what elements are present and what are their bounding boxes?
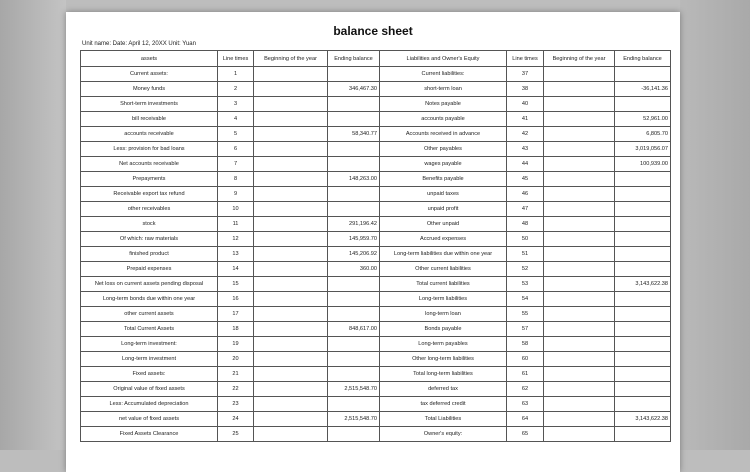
liability-end-cell: 3,143,622.38 [615, 412, 671, 427]
liability-line-cell: 58 [507, 337, 544, 352]
table-row [81, 232, 671, 247]
table-row [81, 187, 671, 202]
asset-name-cell: accounts receivable [81, 127, 218, 142]
asset-name-cell: Current assets: [81, 67, 218, 82]
liability-line-cell: 65 [507, 427, 544, 442]
liability-name-cell: unpaid taxes [380, 187, 507, 202]
table-row [81, 247, 671, 262]
table-row [81, 142, 671, 157]
liability-begin-cell [544, 232, 615, 247]
table-row [81, 82, 671, 97]
asset-name-cell: Money funds [81, 82, 218, 97]
liability-line-cell: 63 [507, 397, 544, 412]
asset-name-cell: Original value of fixed assets [81, 382, 218, 397]
document-page [66, 12, 680, 472]
liability-line-cell: 53 [507, 277, 544, 292]
asset-line-cell: 8 [218, 172, 254, 187]
asset-name-cell: Less: Accumulated depreciation [81, 397, 218, 412]
liability-name-cell: Current liabilities: [380, 67, 507, 82]
liability-begin-cell [544, 127, 615, 142]
liability-begin-cell [544, 367, 615, 382]
header-ending-balance-2: Ending balance [615, 51, 671, 67]
asset-name-cell: Net accounts receivable [81, 157, 218, 172]
liability-name-cell: long-term loan [380, 307, 507, 322]
liability-line-cell: 46 [507, 187, 544, 202]
liability-begin-cell [544, 352, 615, 367]
liability-end-cell [615, 187, 671, 202]
table-body [81, 67, 671, 442]
liability-end-cell: 6,805.70 [615, 127, 671, 142]
liability-begin-cell [544, 262, 615, 277]
asset-line-cell: 18 [218, 322, 254, 337]
liability-name-cell: Total long-term liabilities [380, 367, 507, 382]
liability-name-cell: Notes payable [380, 97, 507, 112]
liability-line-cell: 60 [507, 352, 544, 367]
liability-end-cell [615, 427, 671, 442]
liability-end-cell [615, 217, 671, 232]
liability-line-cell: 54 [507, 292, 544, 307]
asset-end-cell [328, 67, 380, 82]
liability-begin-cell [544, 427, 615, 442]
liability-begin-cell [544, 187, 615, 202]
table-row [81, 322, 671, 337]
asset-end-cell: 2,515,548.70 [328, 412, 380, 427]
liability-name-cell: Total Liabilities [380, 412, 507, 427]
liability-begin-cell [544, 172, 615, 187]
table-row [81, 352, 671, 367]
table-header-row [81, 51, 671, 67]
liability-end-cell [615, 202, 671, 217]
asset-line-cell: 6 [218, 142, 254, 157]
asset-end-cell: 360.00 [328, 262, 380, 277]
asset-line-cell: 2 [218, 82, 254, 97]
header-beginning-of-year-2: Beginning of the year [544, 51, 615, 67]
asset-line-cell: 17 [218, 307, 254, 322]
asset-name-cell: Total Current Assets [81, 322, 218, 337]
asset-end-cell: 58,340.77 [328, 127, 380, 142]
liability-begin-cell [544, 322, 615, 337]
liability-line-cell: 44 [507, 157, 544, 172]
liability-name-cell: Long-term liabilities [380, 292, 507, 307]
liability-name-cell: Other current liabilities [380, 262, 507, 277]
asset-begin-cell [254, 427, 328, 442]
liability-end-cell: 52,961.00 [615, 112, 671, 127]
liability-end-cell [615, 397, 671, 412]
liability-line-cell: 37 [507, 67, 544, 82]
liability-end-cell [615, 247, 671, 262]
background-left [0, 0, 66, 450]
liability-begin-cell [544, 142, 615, 157]
liability-begin-cell [544, 307, 615, 322]
header-beginning-of-year: Beginning of the year [254, 51, 328, 67]
header-ending-balance: Ending balance [328, 51, 380, 67]
header-assets: assets [81, 51, 218, 67]
asset-begin-cell [254, 142, 328, 157]
asset-begin-cell [254, 127, 328, 142]
table-row [81, 337, 671, 352]
liability-end-cell [615, 232, 671, 247]
liability-end-cell: 3,143,622.38 [615, 277, 671, 292]
asset-line-cell: 16 [218, 292, 254, 307]
table-row [81, 217, 671, 232]
liability-begin-cell [544, 112, 615, 127]
liability-name-cell: Other payables [380, 142, 507, 157]
liability-line-cell: 41 [507, 112, 544, 127]
table-row [81, 397, 671, 412]
liability-end-cell [615, 262, 671, 277]
asset-end-cell [328, 157, 380, 172]
table-row [81, 202, 671, 217]
asset-end-cell [328, 427, 380, 442]
liability-name-cell: short-term loan [380, 82, 507, 97]
asset-line-cell: 10 [218, 202, 254, 217]
asset-end-cell [328, 337, 380, 352]
liability-line-cell: 52 [507, 262, 544, 277]
asset-name-cell: Receivable export tax refund [81, 187, 218, 202]
asset-end-cell: 148,263.00 [328, 172, 380, 187]
liability-line-cell: 40 [507, 97, 544, 112]
table-row [81, 277, 671, 292]
asset-end-cell [328, 277, 380, 292]
asset-line-cell: 3 [218, 97, 254, 112]
asset-name-cell: other receivables [81, 202, 218, 217]
table-row [81, 67, 671, 82]
liability-name-cell: Other unpaid [380, 217, 507, 232]
liability-line-cell: 48 [507, 217, 544, 232]
asset-line-cell: 12 [218, 232, 254, 247]
asset-name-cell: Fixed Assets Clearance [81, 427, 218, 442]
table-row [81, 307, 671, 322]
header-liabilities-equity: Liabilities and Owner's Equity [380, 51, 507, 67]
asset-begin-cell [254, 352, 328, 367]
liability-name-cell: tax deferred credit [380, 397, 507, 412]
asset-end-cell [328, 292, 380, 307]
asset-begin-cell [254, 217, 328, 232]
table-row [81, 172, 671, 187]
liability-name-cell: accounts payable [380, 112, 507, 127]
liability-name-cell: Accounts received in advance [380, 127, 507, 142]
asset-name-cell: Prepaid expenses [81, 262, 218, 277]
asset-begin-cell [254, 322, 328, 337]
asset-line-cell: 13 [218, 247, 254, 262]
liability-line-cell: 42 [507, 127, 544, 142]
asset-line-cell: 14 [218, 262, 254, 277]
asset-line-cell: 21 [218, 367, 254, 382]
liability-line-cell: 45 [507, 172, 544, 187]
unit-info-line: Unit name: Date: April 12, 20XX Unit: Yuan [82, 41, 196, 47]
table-row [81, 112, 671, 127]
asset-name-cell: Long-term investment [81, 352, 218, 367]
asset-end-cell: 2,515,548.70 [328, 382, 380, 397]
liability-end-cell [615, 67, 671, 82]
liability-end-cell [615, 172, 671, 187]
asset-end-cell [328, 187, 380, 202]
liability-begin-cell [544, 67, 615, 82]
header-line-times: Line times [218, 51, 254, 67]
liability-begin-cell [544, 397, 615, 412]
asset-end-cell: 145,206.92 [328, 247, 380, 262]
liability-name-cell: Owner's equity: [380, 427, 507, 442]
asset-line-cell: 22 [218, 382, 254, 397]
table-row [81, 292, 671, 307]
asset-name-cell: finished product [81, 247, 218, 262]
asset-begin-cell [254, 412, 328, 427]
asset-end-cell [328, 97, 380, 112]
asset-begin-cell [254, 67, 328, 82]
liability-name-cell: unpaid profit [380, 202, 507, 217]
liability-end-cell [615, 382, 671, 397]
liability-end-cell: -36,141.36 [615, 82, 671, 97]
liability-begin-cell [544, 292, 615, 307]
asset-name-cell: Of which: raw materials [81, 232, 218, 247]
asset-line-cell: 5 [218, 127, 254, 142]
background-right [680, 0, 750, 450]
asset-begin-cell [254, 337, 328, 352]
asset-begin-cell [254, 397, 328, 412]
table-row [81, 412, 671, 427]
asset-name-cell: Fixed assets: [81, 367, 218, 382]
liability-end-cell [615, 337, 671, 352]
asset-line-cell: 15 [218, 277, 254, 292]
asset-begin-cell [254, 382, 328, 397]
table-row [81, 127, 671, 142]
asset-begin-cell [254, 262, 328, 277]
asset-begin-cell [254, 172, 328, 187]
liability-name-cell: Benefits payable [380, 172, 507, 187]
asset-end-cell [328, 142, 380, 157]
asset-begin-cell [254, 202, 328, 217]
table-row [81, 157, 671, 172]
asset-name-cell: bill receivable [81, 112, 218, 127]
asset-name-cell: Net loss on current assets pending disposal [81, 277, 218, 292]
asset-begin-cell [254, 292, 328, 307]
liability-name-cell: Bonds payable [380, 322, 507, 337]
liability-line-cell: 38 [507, 82, 544, 97]
liability-name-cell: wages payable [380, 157, 507, 172]
liability-end-cell [615, 307, 671, 322]
liability-line-cell: 64 [507, 412, 544, 427]
liability-end-cell [615, 322, 671, 337]
liability-name-cell: Accrued expenses [380, 232, 507, 247]
liability-begin-cell [544, 217, 615, 232]
liability-name-cell: Long-term liabilities due within one year [380, 247, 507, 262]
balance-sheet-table [80, 50, 671, 442]
liability-line-cell: 55 [507, 307, 544, 322]
asset-line-cell: 20 [218, 352, 254, 367]
asset-name-cell: Short-term investments [81, 97, 218, 112]
liability-begin-cell [544, 412, 615, 427]
asset-name-cell: Long-term investment: [81, 337, 218, 352]
asset-end-cell [328, 397, 380, 412]
asset-end-cell: 848,617.00 [328, 322, 380, 337]
asset-begin-cell [254, 307, 328, 322]
asset-end-cell [328, 367, 380, 382]
asset-end-cell: 291,196.42 [328, 217, 380, 232]
liability-end-cell [615, 292, 671, 307]
liability-line-cell: 43 [507, 142, 544, 157]
table-row [81, 427, 671, 442]
asset-end-cell: 346,467.30 [328, 82, 380, 97]
liability-line-cell: 62 [507, 382, 544, 397]
asset-begin-cell [254, 277, 328, 292]
asset-line-cell: 1 [218, 67, 254, 82]
asset-end-cell: 145,959.70 [328, 232, 380, 247]
liability-end-cell [615, 352, 671, 367]
table-row [81, 382, 671, 397]
asset-end-cell [328, 352, 380, 367]
asset-begin-cell [254, 187, 328, 202]
table-row [81, 367, 671, 382]
asset-begin-cell [254, 157, 328, 172]
liability-begin-cell [544, 82, 615, 97]
liability-end-cell [615, 97, 671, 112]
asset-name-cell: other current assets [81, 307, 218, 322]
liability-begin-cell [544, 202, 615, 217]
asset-begin-cell [254, 247, 328, 262]
asset-line-cell: 23 [218, 397, 254, 412]
asset-line-cell: 25 [218, 427, 254, 442]
liability-end-cell: 100,939.00 [615, 157, 671, 172]
liability-line-cell: 61 [507, 367, 544, 382]
asset-line-cell: 24 [218, 412, 254, 427]
asset-end-cell [328, 112, 380, 127]
liability-line-cell: 50 [507, 232, 544, 247]
asset-name-cell: stock [81, 217, 218, 232]
liability-name-cell: Long-term payables [380, 337, 507, 352]
asset-name-cell: net value of fixed assets [81, 412, 218, 427]
asset-end-cell [328, 202, 380, 217]
asset-name-cell: Prepayments [81, 172, 218, 187]
liability-name-cell: Other long-term liabilities [380, 352, 507, 367]
table-row [81, 262, 671, 277]
liability-line-cell: 57 [507, 322, 544, 337]
liability-begin-cell [544, 97, 615, 112]
asset-name-cell: Less: provision for bad loans [81, 142, 218, 157]
asset-line-cell: 9 [218, 187, 254, 202]
asset-line-cell: 11 [218, 217, 254, 232]
table-row [81, 97, 671, 112]
asset-begin-cell [254, 232, 328, 247]
liability-name-cell: Total current liabilities [380, 277, 507, 292]
asset-begin-cell [254, 82, 328, 97]
document-title: balance sheet [333, 24, 413, 38]
asset-line-cell: 7 [218, 157, 254, 172]
liability-begin-cell [544, 277, 615, 292]
asset-begin-cell [254, 97, 328, 112]
asset-line-cell: 4 [218, 112, 254, 127]
asset-end-cell [328, 307, 380, 322]
liability-line-cell: 47 [507, 202, 544, 217]
liability-line-cell: 51 [507, 247, 544, 262]
liability-name-cell: deferred tax [380, 382, 507, 397]
liability-begin-cell [544, 337, 615, 352]
liability-begin-cell [544, 247, 615, 262]
asset-name-cell: Long-term bonds due within one year [81, 292, 218, 307]
asset-begin-cell [254, 367, 328, 382]
liability-end-cell [615, 367, 671, 382]
liability-end-cell: 3,019,056.07 [615, 142, 671, 157]
liability-begin-cell [544, 382, 615, 397]
asset-begin-cell [254, 112, 328, 127]
asset-line-cell: 19 [218, 337, 254, 352]
header-line-times-2: Line times [507, 51, 544, 67]
liability-begin-cell [544, 157, 615, 172]
